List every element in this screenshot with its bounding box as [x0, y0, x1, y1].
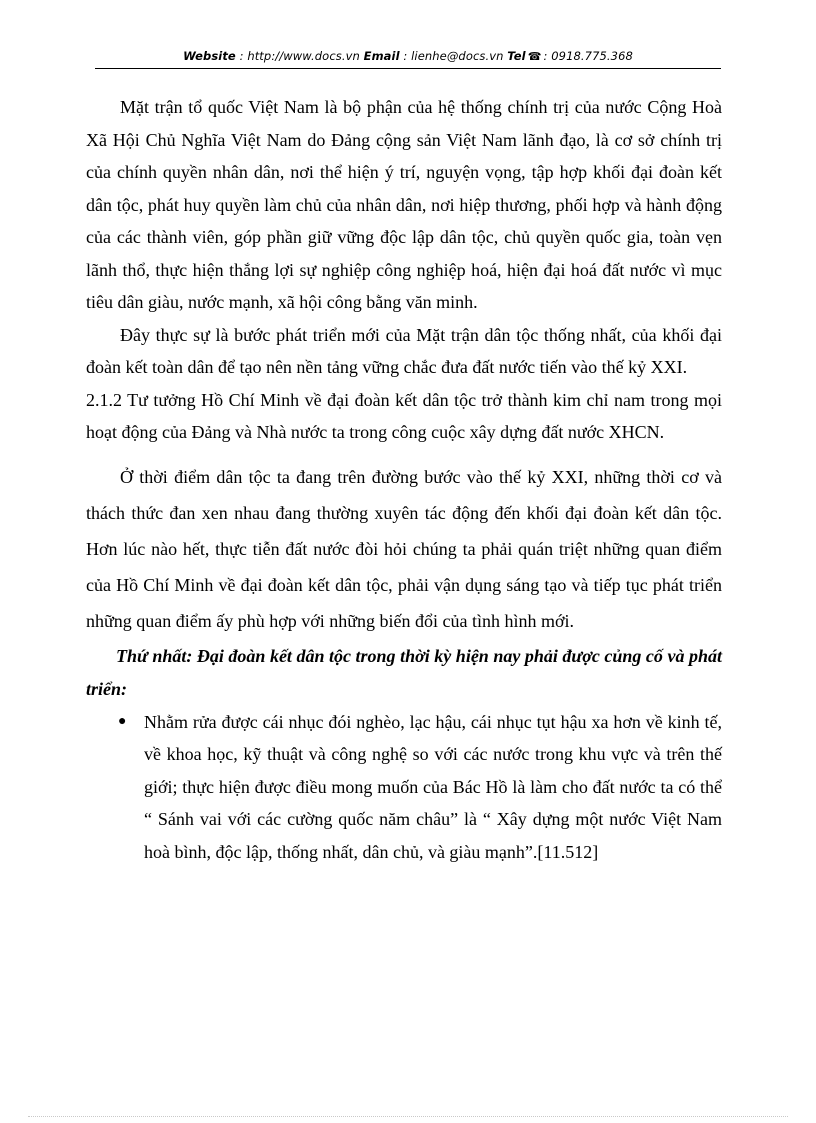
- document-body: [86, 91, 722, 868]
- bullet-text: Nhằm rửa được cái nhục đói nghèo, lạc hậu, cái nhục tụt hậu xa hơn về kinh tế, về khoa học, kỹ thuật và công nghệ so với các nước trong khu vực và trên thế giới; thực hiện được điều mong muốn của Bác Hồ là làm cho đất nước ta có thể “ Sánh vai với các cường quốc năm châu” là “ Xây dựng một nước Việt Nam hoà bình, độc lập, thống nhất, dân chủ, và giàu mạnh”.[11.512]: [144, 711, 722, 862]
- list-item: [118, 706, 722, 869]
- subheading-thu-nhat: Thứ nhất: Đại đoàn kết dân tộc trong thời kỳ hiện nay phải được củng cố và phát triển:: [86, 645, 722, 699]
- website-value: : http://www.docs.vn: [235, 49, 364, 63]
- email-label: Email: [363, 49, 400, 63]
- email-value: : lienhe@docs.vn: [399, 49, 508, 63]
- footer-divider: [28, 1116, 788, 1117]
- bullet-list: [86, 706, 722, 869]
- paragraph-mat-tran: Mặt trận tổ quốc Việt Nam là bộ phận của hệ thống chính trị của nước Cộng Hoà Xã Hội Chủ Nghĩa Việt Nam do Đảng cộng sản Việt Nam lãnh đạo, là cơ sở chính trị của chính quyền nhân dân, nơi thể hiện ý trí, nguyện vọng, tập hợp khối đại đoàn kết dân tộc, phát huy quyền làm chủ của nhân dân, nơi hiệp thương, phối hợp và hành động của các thành viên, góp phần giữ vững độc lập dân tộc, chủ quyền quốc gia, toàn vẹn lãnh thổ, thực hiện thắng lợi sự nghiệp công nghiệp hoá, hiện đại hoá đất nước vì mục tiêu dân giàu, nước mạnh, xã hội công bằng văn minh.: [86, 97, 722, 312]
- phone-icon: ☎: [527, 50, 542, 63]
- page-header: [95, 46, 721, 69]
- paragraph-thoi-diem: Ở thời điểm dân tộc ta đang trên đường bước vào thế kỷ XXI, những thời cơ và thách thức đan xen nhau đang thường xuyên tác động đến khối đại đoàn kết dân tộc. Hơn lúc nào hết, thực tiễn đất nước đòi hỏi chúng ta phải quán triệt những quan điểm của Hồ Chí Minh về đại đoàn kết dân tộc, phải vận dụng sáng tạo và tiếp tục phát triển những quan điểm ấy phù hợp với những biến đổi của tình hình mới.: [86, 466, 722, 632]
- paragraph-buoc-phat-trien: Đây thực sự là bước phát triển mới của Mặt trận dân tộc thống nhất, của khối đại đoàn kết toàn dân để tạo nên nền tảng vững chắc đưa đất nước tiến vào thế kỷ XXI.: [86, 324, 722, 377]
- bullet-icon: ●: [118, 713, 127, 729]
- website-label: Website: [183, 49, 236, 63]
- tel-value: : 0918.775.368: [543, 49, 633, 63]
- tel-label: Tel: [507, 49, 526, 63]
- section-heading-2-1-2: 2.1.2 Tư tưởng Hồ Chí Minh về đại đoàn kết dân tộc trở thành kim chỉ nam trong mọi hoạt động của Đảng và Nhà nước ta trong công cuộc xây dựng đất nước XHCN.: [86, 389, 722, 442]
